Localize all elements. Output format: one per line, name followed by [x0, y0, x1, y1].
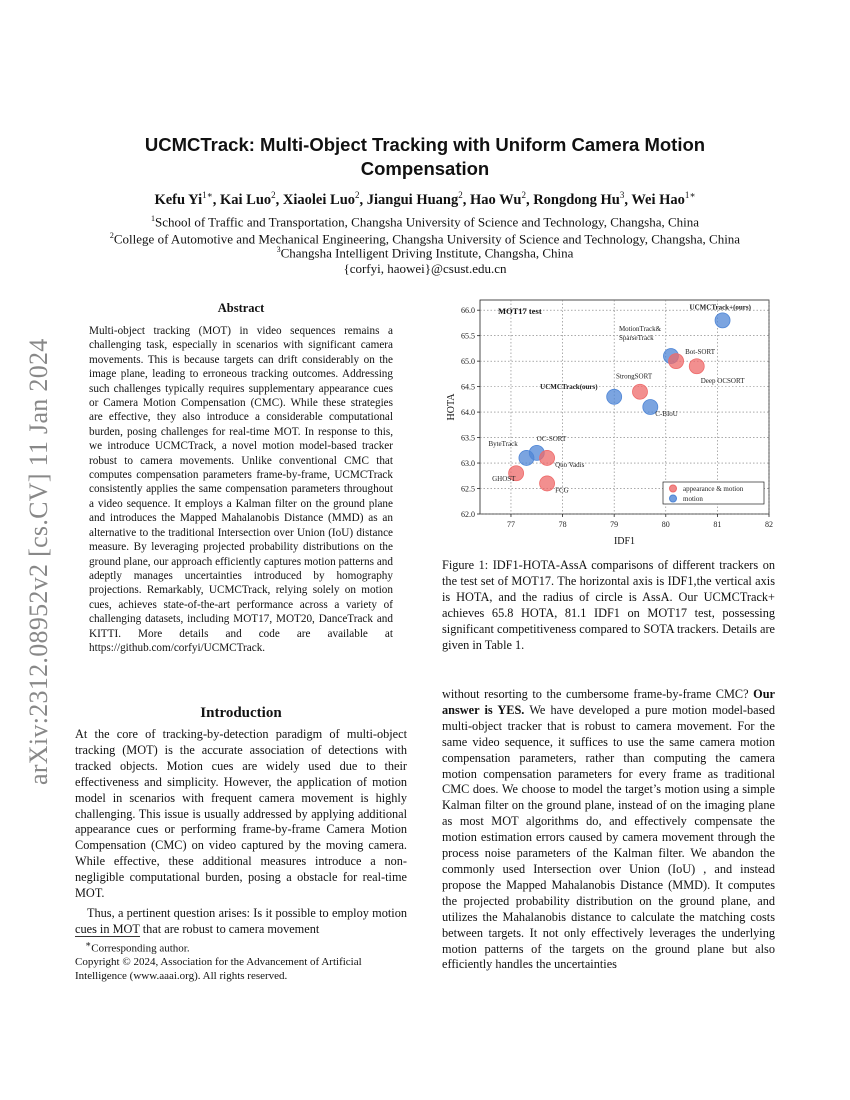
x-tick-label: 77: [506, 520, 515, 529]
arxiv-stamp: [18, 295, 58, 795]
legend-swatch: [670, 495, 677, 502]
x-tick-label: 82: [765, 520, 773, 529]
point-label: FCG: [555, 486, 569, 495]
author: Rongdong Hu$^3$: [533, 190, 625, 208]
data-point: [607, 389, 622, 404]
abstract-section: [75, 301, 407, 655]
data-point: [540, 476, 555, 491]
y-tick-label: 64.5: [461, 382, 475, 392]
title-line-2: Compensation: [360, 158, 490, 179]
y-tick-label: 62.5: [461, 484, 475, 494]
legend-label: motion: [683, 495, 703, 503]
intro-paragraph: At the core of tracking-by-detection paradigm of multi-object tracking (MOT) is the accurate association of detections with tracked objects. Motion cues are widely used due to their effectiveness and simplicity. However, the application of motion model in scenarios with frequent camera movement is highly challenging. This issue is usually addressed by applying additional appearance cues or performing frame-by-frame Camera Motion Compensation (CMC) on video captured by the moving camera. While effective, these additional measures introduce a non-negligible computational burden, posing a obstacle for real-time MOT.: [75, 727, 407, 901]
y-tick-label: 63.5: [461, 433, 475, 443]
x-tick-label: 81: [713, 520, 722, 529]
x-tick-label: 78: [558, 520, 567, 529]
abstract-text: Multi-object tracking (MOT) in video sequences remains a challenging task, especially in scenarios with significant camera movements. This is because targets can drift considerably on the image plane, leading to erroneous tracking outcomes. Addressing such challenges typically requires supplementary appearance cues or Camera Motion Compensation (CMC). While these strategies are effective, they also introduce a considerable computational burden, posing challenges for real-time MOT. In response to this, we introduce UCMCTrack, a novel motion model-based tracker robust to camera movements. Unlike conventional CMC that computes compensation parameters frame-by-frame, UCMCTrack consistently applies the same compensation parameters throughout a video sequence. It employs a Kalman filter on the ground plane and introduces the Mapped Mahalanobis Distance (MMD) as an alternative to the traditional Intersection over Union (IoU) distance measure. By leveraging projected probability distributions on the ground plane, our approach efficiently captures motion patterns and adeptly manages uncertainties introduced by homography projections. Remarkably, UCMCTrack, relying solely on motion cues, achieves state-of-the-art performance across a variety of challenging datasets, including MOT17, MOT20, DanceTrack and KITTI. More details and code are available at https://github.com/corfyi/UCMCTrack.: [89, 325, 393, 654]
point-label: Bot-SORT: [685, 348, 716, 357]
right-column-text: [442, 687, 775, 973]
intro-paragraph: Thus, a pertinent question arises: Is it possible to employ motion cues in MOT that are robust to camera movement: [75, 905, 407, 936]
email: {corfyi, haowei}@csust.edu.cn: [343, 261, 507, 276]
author: Kefu $Yi^{1∗}$: [154, 190, 213, 208]
y-tick-label: 62.0: [461, 510, 475, 519]
arxiv-identifier: arXiv:2312.08952v2 [cs.CV] 11 Jan 2024: [24, 338, 53, 785]
copyright-notice: Copyright © 2024, Association for the Advancement of Artificial Intelligence (www.aaai.org). All rights reserved.: [75, 956, 362, 982]
point-label: GHOST: [492, 475, 516, 484]
author-list: Kefu $Yi^{1∗}$, Kai Luo$^2$, Xiaolei Luo$^2$, Jiangui Huang$^2$, Hao Wu$^2$, Rongdong Hu$^3$, Wei Hao$^{1∗}$: [154, 190, 696, 208]
point-label: Quo Vadis: [555, 460, 585, 469]
title-line-1: UCMCTrack: Multi-Object Tracking with Uniform Camera Motion: [144, 134, 706, 155]
data-point: [715, 313, 730, 328]
y-tick-label: 66.0: [461, 306, 475, 316]
chart-title: MOT17 test: [498, 306, 542, 316]
paper-title: [100, 133, 750, 181]
point-label: C-BIoU: [655, 410, 678, 418]
footnote: [75, 938, 407, 983]
data-point: [669, 354, 684, 369]
abstract-heading: Abstract: [217, 301, 265, 315]
y-axis-label: HOTA: [446, 393, 457, 421]
y-tick-label: 65.0: [461, 357, 475, 367]
author: Hao Wu$^2$: [469, 190, 526, 208]
data-point: [632, 384, 647, 399]
answer-emphasis: Our answer is YES.: [442, 687, 775, 717]
legend-swatch: [670, 485, 677, 492]
y-tick-label: 65.5: [461, 331, 475, 341]
point-label: UCMCTrack(ours): [540, 382, 598, 391]
affiliation: $^3$Changsha Intelligent Driving Institute, Changsha, China: [276, 245, 574, 261]
affiliation: $^1$School of Traffic and Transportation, Changsha University of Science and Technology, Changsha, China: [150, 214, 700, 230]
author: Kai Luo$^2$: [219, 190, 276, 208]
point-label: StrongSORT: [615, 372, 653, 381]
introduction-section: [75, 705, 407, 938]
point-label: OC-SORT: [536, 434, 567, 443]
point-label: SparseTrack: [618, 334, 654, 343]
data-point: [519, 450, 534, 465]
y-tick-label: 63.0: [461, 459, 475, 469]
body-paragraph: without resorting to the cumbersome frame-by-frame CMC? Our answer is YES. We have developed a pure motion model-based multi-object tracker that is robust to camera movement. For the same video sequence, it suffices to use the same camera motion compensation parameters, rather than computing the camera motion compensation parameters for every frame as traditional CMC does. We choose to model the target’s motion using a simple Kalman filter on the ground plane, instead of on the imaging plane as most MOT algorithms do, and effectively compensate the motion estimation errors caused by camera movement through the process noise parameters of the Kalman filter. We abandon the commonly used Intersection over Union (IoU) , and instead propose the Mapped Mahalanobis Distance (MMD). It computes the projected probability distribution on the ground plane, and utilizes the Mahalanobis distance to calculate the matching costs between targets. It not only effectively leverages the underlying motion patterns of the targets on the ground plane but also efficiently handles the uncertainties: [442, 687, 775, 972]
legend-label: appearance & motion: [683, 485, 744, 493]
x-axis-label: IDF1: [613, 536, 636, 547]
data-point: [540, 450, 555, 465]
point-label: Deep OCSORT: [700, 377, 745, 386]
figure-caption: [442, 557, 775, 653]
author: Jiangui Huang$^2$: [366, 190, 463, 208]
affiliation: $^2$College of Automotive and Mechanical Engineering, Changsha University of Science and Technology, Changsha, China: [109, 231, 741, 247]
introduction-heading: Introduction: [200, 705, 282, 721]
author: Xiaolei Luo$^2$: [282, 190, 360, 208]
figure-1-chart: [440, 293, 780, 553]
x-tick-label: 80: [661, 520, 670, 529]
data-point: [689, 359, 704, 374]
point-label: MotionTrack&: [618, 325, 662, 334]
x-tick-label: 79: [610, 520, 619, 529]
point-label: ByteTrack: [488, 439, 518, 448]
author: Wei Hao$^{1∗}$: [631, 190, 696, 208]
point-label: UCMCTrack+(ours): [689, 303, 751, 312]
footnote-rule: [75, 936, 140, 937]
figure-1-caption: Figure 1: IDF1-HOTA-AssA comparisons of different trackers on the test set of MOT17. The horizontal axis is IDF1,the vertical axis is HOTA, and the radius of circle is AssA. Our UCMCTrack+ achieves 65.8 HOTA, 81.1 IDF1 on MOT17 test, possessing significant competitiveness compared to SOTA trackers. Details are given in Table 1.: [442, 558, 775, 652]
corresponding-author-note: ∗Corresponding author.: [85, 939, 190, 955]
y-tick-label: 64.0: [461, 408, 475, 418]
